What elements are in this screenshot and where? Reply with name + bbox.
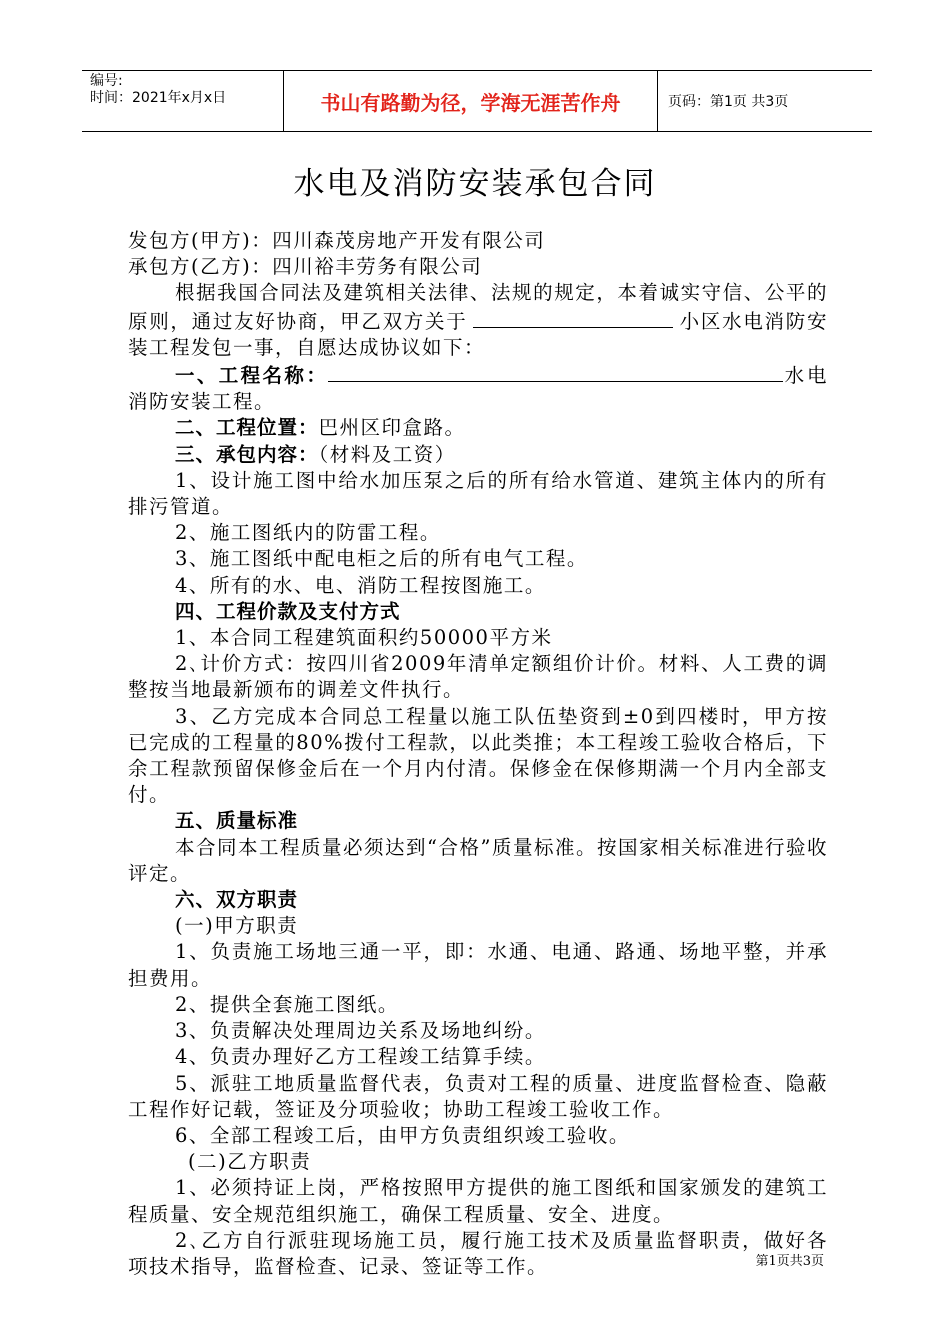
list-item: 5、派驻工地质量监督代表，负责对工程的质量、进度监督检查、隐蔽工程作好记载，签证及分项验收；协助工程竣工验收工作。	[128, 1071, 828, 1121]
section-2	[128, 415, 828, 441]
engineering-name-blank[interactable]	[328, 361, 783, 382]
list-item: 6、全部工程竣工后，由甲方负责组织竣工验收。	[175, 1123, 630, 1147]
list-item: 4、所有的水、电、消防工程按图施工。	[175, 573, 546, 597]
list-item: 1、负责施工场地三通一平，即：水通、电通、路通、场地平整，并承担费用。	[128, 940, 828, 990]
list-item: 3、施工图纸中配电柜之后的所有电气工程。	[175, 547, 588, 571]
header-page-info: 页码：第1页 共3页	[668, 94, 789, 110]
header-meta	[82, 71, 284, 131]
document-date: 时间：2021年x月x日	[90, 90, 227, 106]
page-header	[82, 70, 872, 132]
list-item: 2､计价方式：按四川省2009年清单定额组价计价。材料、人工费的调整按当地最新颁布的调差文件执行。	[128, 652, 828, 702]
list-item: 1、本合同工程建筑面积约50000平方米	[175, 626, 553, 650]
subsection-a-heading: (一)甲方职责	[175, 914, 299, 938]
section-4-heading: 四、工程价款及支付方式	[175, 599, 401, 623]
intro-text-a: 根据我国合同法及建筑相关法律、法规的规定，本着诚实守信、公平的原则，通过友好协商，甲乙双方关于	[128, 281, 828, 333]
section-1-heading: 一、工程名称：	[175, 364, 329, 388]
list-item: 4、负责办理好乙方工程竣工结算手续。	[175, 1045, 546, 1069]
section-1-text: 水电消防安装工程。	[128, 364, 828, 414]
list-item: 2､乙方自行派驻现场施工员，履行施工技术及质量监督职责，做好各项技术指导，监督检查、记录、签证等工作。	[128, 1228, 828, 1278]
project-name-blank[interactable]	[473, 307, 673, 328]
list-item: 2、施工图纸内的防雷工程。	[175, 521, 441, 545]
section-3-text: （材料及工资）	[318, 442, 456, 466]
document-number-label: 编号:	[90, 73, 123, 89]
list-item: 1、设计施工图中给水加压泵之后的所有给水管道、建筑主体内的所有排污管道。	[128, 468, 828, 519]
list-item: 1、必须持证上岗，严格按照甲方提供的施工图纸和国家颁发的建筑工程质量、安全规范组织施工，确保工程质量、安全、进度。	[128, 1176, 828, 1226]
section-1	[128, 361, 828, 415]
header-motto: 书山有路勤为径，学海无涯苦作舟	[284, 71, 658, 131]
list-item: 3、负责解决处理周边关系及场地纠纷。	[175, 1019, 546, 1043]
document-body	[128, 228, 828, 1280]
section-5-heading: 五、质量标准	[175, 809, 299, 833]
party-a: 发包方(甲方)：四川森茂房地产开发有限公司	[128, 229, 546, 252]
intro-text-b: 小区水电消防安装工程发包一事，自愿达成协议如下：	[128, 309, 828, 359]
page-footer: 第1页共3页	[755, 1254, 824, 1269]
section-6-heading: 六、双方职责	[175, 888, 299, 912]
section-5-text: 本合同本工程质量必须达到“合格”质量标准。按国家相关标准进行验收评定。	[128, 835, 828, 885]
section-2-text: 巴州区印盒路。	[318, 416, 466, 440]
section-3-heading: 三、承包内容：	[175, 442, 319, 466]
subsection-b-heading: (二)乙方职责	[188, 1150, 312, 1174]
list-item: 2、提供全套施工图纸。	[175, 992, 399, 1016]
document-title: 水电及消防安装承包合同	[293, 166, 657, 202]
intro-paragraph	[128, 280, 828, 361]
section-3	[128, 442, 828, 468]
list-item: 3、乙方完成本合同总工程量以施工队伍垫资到±0到四楼时，甲方按已完成的工程量的80%拨付工程款，以此类推；本工程竣工验收合格后，下余工程款预留保修金后在一个月内付清。保修金在保修期满一个月内全部支付。	[128, 704, 828, 807]
section-2-heading: 二、工程位置：	[175, 416, 319, 440]
party-b: 承包方(乙方)：四川裕丰劳务有限公司	[128, 255, 483, 279]
